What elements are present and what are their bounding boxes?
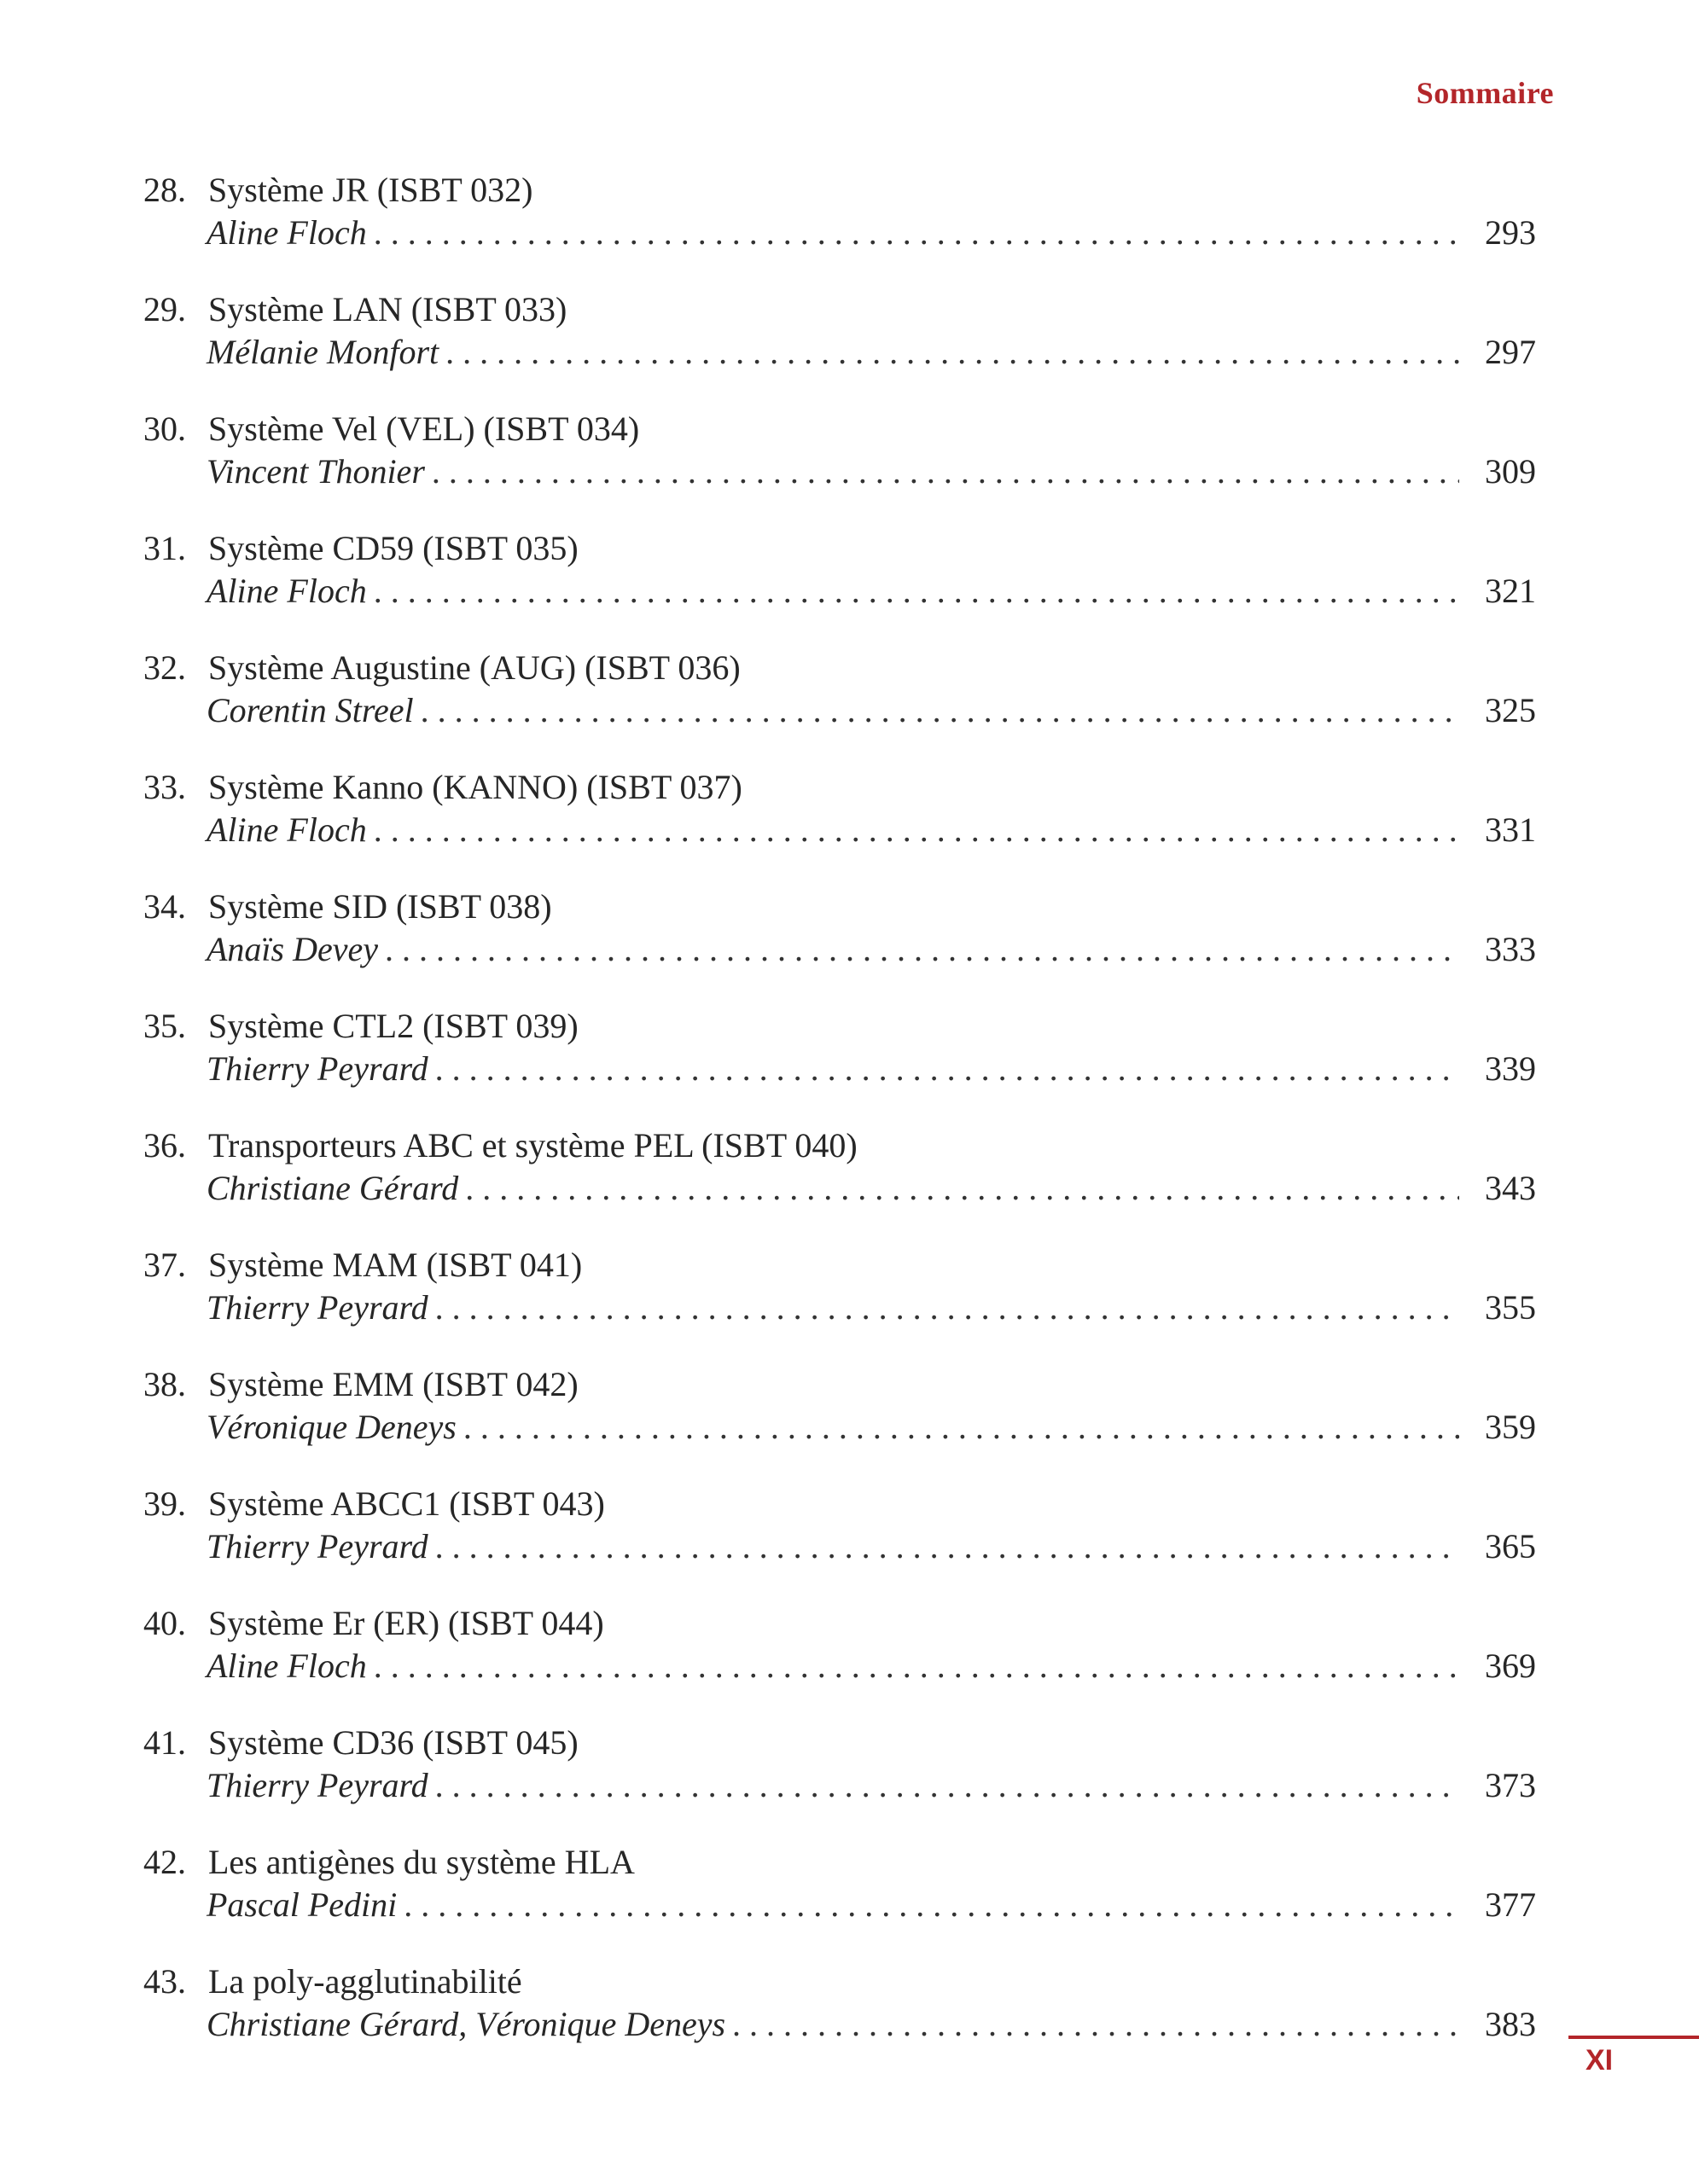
entry-title-line [143, 766, 742, 809]
entry-author-line [207, 1764, 1536, 1807]
entry-page-number: 293 [1485, 213, 1536, 252]
dot-leader [435, 1048, 1459, 1090]
entry-page-number: 297 [1485, 333, 1536, 371]
entry-author: Aline Floch [207, 810, 367, 849]
table-of-contents [143, 169, 1536, 2080]
entry-title-line [143, 527, 579, 570]
toc-entry[interactable] [143, 1005, 1536, 1124]
dot-leader [374, 809, 1459, 851]
entry-author: Vincent Thonier [207, 452, 425, 491]
entry-title-line [143, 1005, 579, 1048]
entry-page-number: 321 [1485, 572, 1536, 610]
entry-page-number: 369 [1485, 1647, 1536, 1685]
dot-leader [435, 1764, 1459, 1807]
entry-number: 38. [143, 1365, 186, 1403]
dot-leader [435, 1287, 1459, 1329]
page-folio: XI [1586, 2044, 1614, 2077]
entry-title-line [143, 408, 639, 450]
folio-rule [1568, 2036, 1699, 2039]
entry-title-line [143, 647, 741, 689]
entry-author: Aline Floch [207, 1647, 367, 1685]
entry-title-line [143, 288, 567, 331]
entry-page-number: 383 [1485, 2005, 1536, 2043]
entry-author-line [207, 1167, 1536, 1210]
dot-leader [374, 570, 1459, 613]
entry-author-line [207, 570, 1536, 613]
entry-title: Système Vel (VEL) (ISBT 034) [208, 410, 640, 448]
entry-author-line [207, 2003, 1536, 2046]
entry-author: Corentin Streel [207, 691, 414, 729]
entry-title: Système CD36 (ISBT 045) [208, 1723, 579, 1762]
entry-author-line [207, 212, 1536, 254]
dot-leader [421, 689, 1459, 732]
entry-title-line [143, 1722, 579, 1764]
toc-entry[interactable] [143, 1602, 1536, 1722]
entry-author-line [207, 1406, 1536, 1449]
entry-page-number: 331 [1485, 810, 1536, 849]
entry-title-line [143, 1602, 604, 1645]
entry-author: Mélanie Monfort [207, 333, 439, 371]
entry-title: Système ABCC1 (ISBT 043) [208, 1484, 605, 1523]
entry-number: 41. [143, 1723, 186, 1762]
entry-page-number: 365 [1485, 1527, 1536, 1565]
running-head-title: Sommaire [1416, 76, 1554, 110]
entry-title-line [143, 1841, 635, 1884]
entry-title: Système JR (ISBT 032) [208, 171, 533, 209]
entry-page-number: 309 [1485, 452, 1536, 491]
toc-entry[interactable] [143, 1722, 1536, 1841]
toc-entry[interactable] [143, 1244, 1536, 1363]
entry-title-line [143, 886, 552, 928]
entry-number: 36. [143, 1126, 186, 1165]
toc-entry[interactable] [143, 766, 1536, 886]
dot-leader [374, 1645, 1459, 1687]
entry-title: Système Augustine (AUG) (ISBT 036) [208, 648, 741, 687]
entry-title: Transporteurs ABC et système PEL (ISBT 040) [208, 1126, 858, 1165]
dot-leader [732, 2003, 1459, 2046]
entry-author-line [207, 450, 1536, 493]
toc-entry[interactable] [143, 169, 1536, 288]
entry-number: 34. [143, 887, 186, 926]
entry-number: 40. [143, 1604, 186, 1642]
entry-title-line [143, 1960, 522, 2003]
entry-author-line [207, 809, 1536, 851]
dot-leader [432, 450, 1459, 493]
entry-title-line [143, 1483, 605, 1525]
entry-number: 42. [143, 1843, 186, 1881]
dot-leader [465, 1167, 1459, 1210]
entry-title-line [143, 169, 532, 212]
dot-leader [374, 212, 1459, 254]
dot-leader [435, 1525, 1459, 1568]
toc-entry[interactable] [143, 1124, 1536, 1244]
entry-page-number: 359 [1485, 1408, 1536, 1446]
toc-entry[interactable] [143, 1960, 1536, 2080]
entry-author: Christiane Gérard, Véronique Deneys [207, 2005, 726, 2043]
entry-number: 33. [143, 768, 186, 806]
dot-leader [463, 1406, 1459, 1449]
entry-title: Système CD59 (ISBT 035) [208, 529, 579, 567]
entry-page-number: 355 [1485, 1288, 1536, 1327]
entry-number: 31. [143, 529, 186, 567]
entry-number: 28. [143, 171, 186, 209]
toc-entry[interactable] [143, 886, 1536, 1005]
entry-title: Système EMM (ISBT 042) [208, 1365, 579, 1403]
toc-entry[interactable] [143, 647, 1536, 766]
entry-number: 30. [143, 410, 186, 448]
toc-entry[interactable] [143, 1483, 1536, 1602]
entry-number: 37. [143, 1246, 186, 1284]
entry-author: Thierry Peyrard [207, 1527, 428, 1565]
entry-page-number: 377 [1485, 1885, 1536, 1924]
entry-number: 35. [143, 1007, 186, 1045]
entry-page-number: 343 [1485, 1169, 1536, 1207]
entry-title: La poly-agglutinabilité [208, 1962, 522, 2001]
entry-title: Système MAM (ISBT 041) [208, 1246, 583, 1284]
entry-author-line [207, 1884, 1536, 1926]
entry-number: 32. [143, 648, 186, 687]
entry-page-number: 339 [1485, 1049, 1536, 1088]
toc-entry[interactable] [143, 1363, 1536, 1483]
entry-author-line [207, 1525, 1536, 1568]
entry-title: Les antigènes du système HLA [208, 1843, 635, 1881]
entry-author-line [207, 928, 1536, 971]
entry-author: Pascal Pedini [207, 1885, 398, 1924]
entry-title: Système Kanno (KANNO) (ISBT 037) [208, 768, 742, 806]
entry-title-line [143, 1244, 582, 1287]
entry-author: Christiane Gérard [207, 1169, 459, 1207]
entry-author-line [207, 331, 1536, 374]
entry-author: Aline Floch [207, 213, 367, 252]
entry-author-line [207, 1287, 1536, 1329]
entry-title: Système LAN (ISBT 033) [208, 290, 567, 328]
entry-author: Thierry Peyrard [207, 1049, 428, 1088]
toc-entry[interactable] [143, 408, 1536, 527]
entry-author: Véronique Deneys [207, 1408, 457, 1446]
entry-author: Aline Floch [207, 572, 367, 610]
dot-leader [404, 1884, 1459, 1926]
entry-title: Système CTL2 (ISBT 039) [208, 1007, 579, 1045]
entry-title: Système SID (ISBT 038) [208, 887, 552, 926]
dot-leader [385, 928, 1459, 971]
entry-author: Anaïs Devey [207, 930, 379, 968]
toc-entry[interactable] [143, 1841, 1536, 1960]
entry-author-line [207, 1048, 1536, 1090]
entry-page-number: 373 [1485, 1766, 1536, 1804]
toc-entry[interactable] [143, 527, 1536, 647]
entry-page-number: 325 [1485, 691, 1536, 729]
entry-author: Thierry Peyrard [207, 1766, 428, 1804]
entry-author: Thierry Peyrard [207, 1288, 428, 1327]
entry-title-line [143, 1124, 858, 1167]
entry-title: Système Er (ER) (ISBT 044) [208, 1604, 604, 1642]
toc-entry[interactable] [143, 288, 1536, 408]
dot-leader [445, 331, 1459, 374]
entry-author-line [207, 689, 1536, 732]
entry-number: 43. [143, 1962, 186, 2001]
entry-number: 29. [143, 290, 186, 328]
entry-author-line [207, 1645, 1536, 1687]
entry-title-line [143, 1363, 579, 1406]
entry-number: 39. [143, 1484, 186, 1523]
entry-page-number: 333 [1485, 930, 1536, 968]
